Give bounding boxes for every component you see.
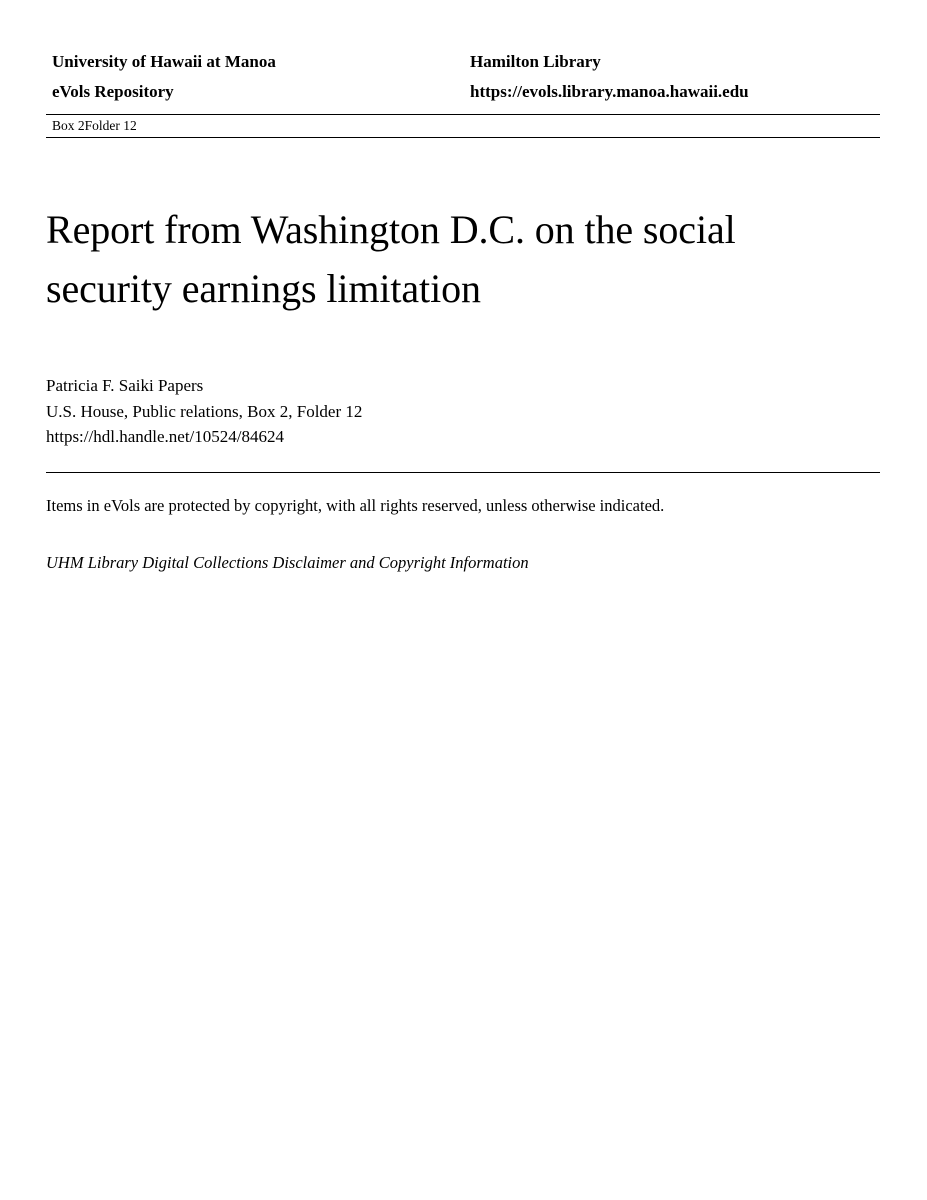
header-divider-bottom <box>46 137 880 138</box>
notices-divider <box>46 472 880 473</box>
disclaimer-link[interactable]: UHM Library Digital Collections Disclaimer and Copyright Information <box>46 552 529 572</box>
handle-url[interactable]: https://hdl.handle.net/10524/84624 <box>46 427 284 446</box>
folder-label: Folder 12 <box>84 118 137 133</box>
institution-name: University of Hawaii at Manoa <box>52 52 276 71</box>
header-library-cell <box>470 47 880 77</box>
document-header <box>46 47 880 138</box>
box-label: Box 2 <box>52 118 85 133</box>
library-name: Hamilton Library <box>470 52 601 71</box>
header-url-cell <box>470 77 880 107</box>
series-location: U.S. House, Public relations, Box 2, Folder 12 <box>46 401 363 421</box>
header-row-location <box>46 115 880 137</box>
header-folder-cell <box>85 115 137 137</box>
header-repository-cell <box>46 77 470 107</box>
collection-name: Patricia F. Saiki Papers <box>46 376 204 395</box>
header-row-secondary <box>46 77 880 107</box>
page-title: Report from Washington D.C. on the social security earnings limitation <box>46 207 736 311</box>
header-row-primary <box>46 47 880 77</box>
page-content <box>46 0 880 575</box>
copyright-notice: Items in eVols are protected by copyright, with all rights reserved, unless otherwise indicated. <box>46 495 665 515</box>
header-institution-cell <box>46 47 470 77</box>
repository-url[interactable]: https://evols.library.manoa.hawaii.edu <box>470 82 749 101</box>
citation-block <box>46 373 880 450</box>
repository-name: eVols Repository <box>52 82 174 101</box>
header-box-cell <box>46 115 85 137</box>
